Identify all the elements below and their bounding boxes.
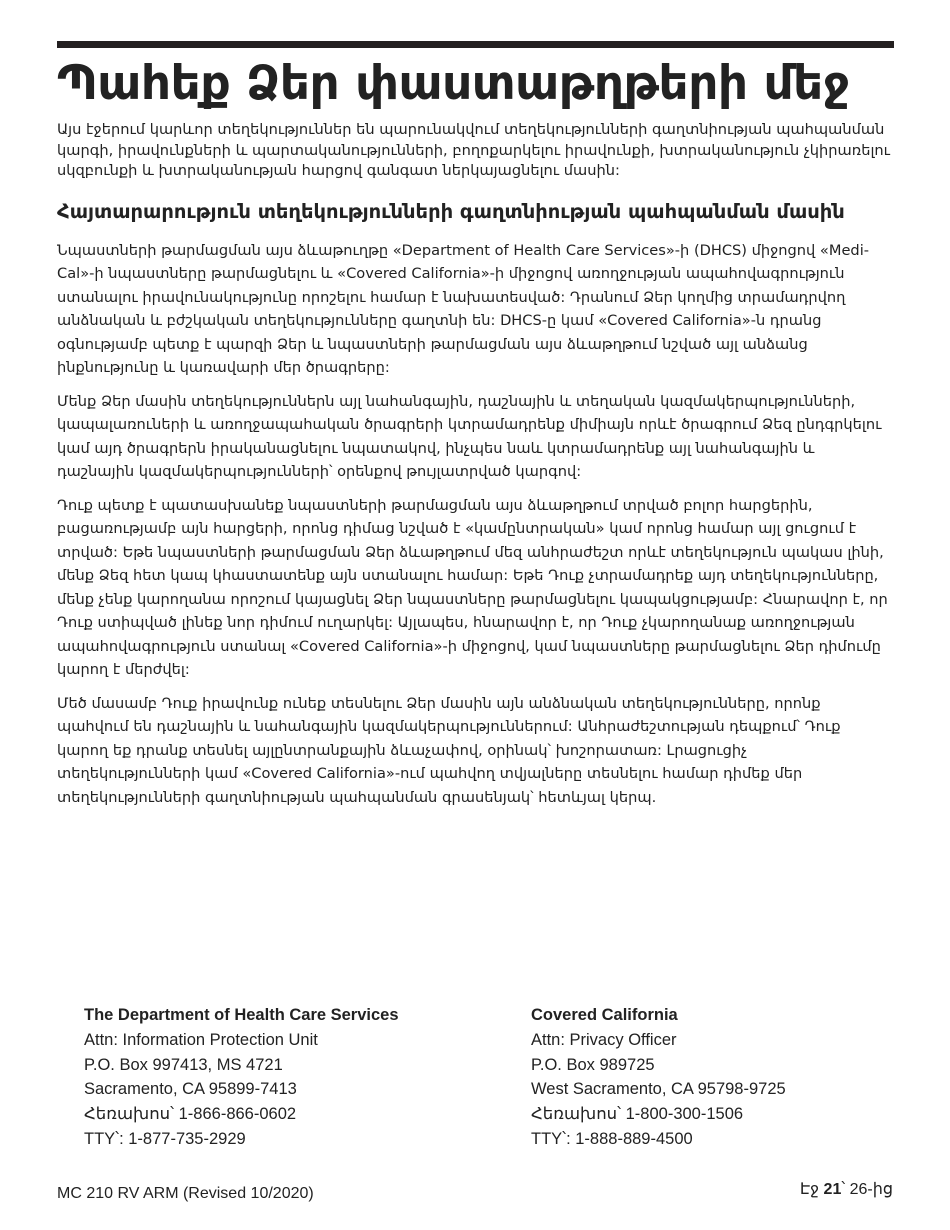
covered-california-contact — [531, 1003, 931, 1152]
dhcs-po-box: P.O. Box 997413, MS 4721 — [84, 1055, 283, 1074]
page-content — [57, 120, 892, 819]
intro-text: Այս էջերում կարևոր տեղեկություններ են պարունակվում տեղեկությունների գաղտնիության պահպանման կարգի, իրավունքների և պարտականությունների, բողոքարկելու իրավունքի, խտրականություն չկիրառելու սկզբունքի և խտրականության հարցով գանգատ ներկայացնելու մասին: — [57, 121, 891, 179]
dhcs-attn: Attn: Information Protection Unit — [84, 1030, 318, 1049]
privacy-paragraph-1: Նպաստների թարմացման այս ձևաթուղթը «Department of Health Care Services»-ի (DHCS) միջոցով «Medi-Cal»-ի նպաստները թարմացնելու և «Covered California»-ի միջոցով առողջության ապահովագրություն ստանալու իրավունակությունը որոշելու համար է նախատեսված: Դրանում Ձեր կողմից տրամադրվող անձնական և բժշկական տեղեկությունները գաղտնի են: DHCS-ը կամ «Covered California»-ն դրանց օգնությամբ պետք է պարզի Ձեր և նպաստների թարմացման այս ձևաթղթում նշված այլ անձանց ինքնությունը և կառավարի մեր ծրագրերը: — [57, 241, 870, 376]
covered-tty: TTY՝: 1-888-889-4500 — [531, 1129, 693, 1148]
covered-phone: Հեռախոս՝ 1-800-300-1506 — [531, 1105, 744, 1124]
privacy-paragraph-3: Դուք պետք է պատասխանեք նպաստների թարմացման այս ձևաթղթում տրված բոլոր հարցերին, բացառությամբ այն հարցերի, որոնց դիմաց նշված է «կամընտրական» կամ որոնց համար այլ ցուցում է տրված: Եթե նպաստների թարմացման Ձեր ձևաթղթում մեզ անհրաժեշտ որևէ տեղեկություն պակաս լինի, մենք Ձեզ հետ կապ կհաստատենք այն ստանալու համար: Եթե Դուք չտրամադրեք այդ տեղեկությունները, մենք չենք կարողանա որոշում կայացնել Ձեր նպաստները թարմացնելու կապակցությամբ: Հնարավոր է, որ Դուք ստիպված լինեք նոր դիմում ուղարկել: Այլապես, հնարավոր է, որ Դուք չկարողանաք առողջության ապահովագրություն ստանալ «Covered California»-ի միջոցով, կամ նպաստները թարմացնելու Ձեր դիմումը կարող է մերժվել: — [57, 496, 888, 678]
top-rule — [57, 41, 894, 48]
dhcs-city: Sacramento, CA 95899-7413 — [84, 1080, 297, 1099]
page-prefix: Էջ — [799, 1181, 820, 1198]
dhcs-name: The Department of Health Care Services — [84, 1006, 399, 1024]
page-indicator — [800, 1180, 893, 1200]
page-title: Պահեք Ձեր փաստաթղթերի մեջ — [57, 56, 850, 111]
page-number: 21 — [823, 1181, 842, 1198]
covered-attn: Attn: Privacy Officer — [531, 1030, 677, 1049]
dhcs-contact — [84, 1003, 484, 1152]
privacy-paragraph-4: Մեծ մասամբ Դուք իրավունք ունեք տեսնելու Ձեր մասին այն անձնական տեղեկությունները, որոնք պահվում են դաշնային և նահանգային կազմակերպություններում: Անհրաժեշտության դեպքում՝ Դուք կարող եք դրանք տեսնել այլընտրանքային ձևաչափով, օրինակ՝ խոշորատառ: Լրացուցիչ տեղեկությունների կամ «Covered California»-ում պահվող տվյալները տեսնելու համար դիմեք մեր տեղեկությունների գաղտնիության պահպանման գրասենյակ՝ հետևյալ կերպ. — [57, 694, 841, 806]
covered-po-box: P.O. Box 989725 — [531, 1055, 655, 1074]
dhcs-phone: Հեռախոս՝ 1-866-866-0602 — [84, 1105, 297, 1124]
page-suffix: ՝ 26-ից — [841, 1181, 893, 1198]
privacy-notice-heading: Հայտարարություն տեղեկությունների գաղտնիության պահպանման մասին — [57, 199, 845, 223]
dhcs-tty: TTY՝: 1-877-735-2929 — [84, 1129, 246, 1148]
privacy-paragraph-2: Մենք Ձեր մասին տեղեկություններն այլ նահանգային, դաշնային և տեղական կազմակերպությունների, կապալառուների և առողջապահական ծրագրերի կտրամադրենք միմիայն որևէ ծրագրում Ձեզ ընդգրկելու կամ այդ ծրագրերն իրականացնելու նպատակով, ինչպես նաև կտրամադրենք այլ նահանգային և դաշնային կազմակերպությունների՝ օրենքով թույլատրված կարգով: — [57, 392, 882, 480]
form-id: MC 210 RV ARM (Revised 10/2020) — [57, 1185, 314, 1202]
covered-city: West Sacramento, CA 95798-9725 — [531, 1080, 786, 1099]
covered-name: Covered California — [531, 1006, 678, 1024]
